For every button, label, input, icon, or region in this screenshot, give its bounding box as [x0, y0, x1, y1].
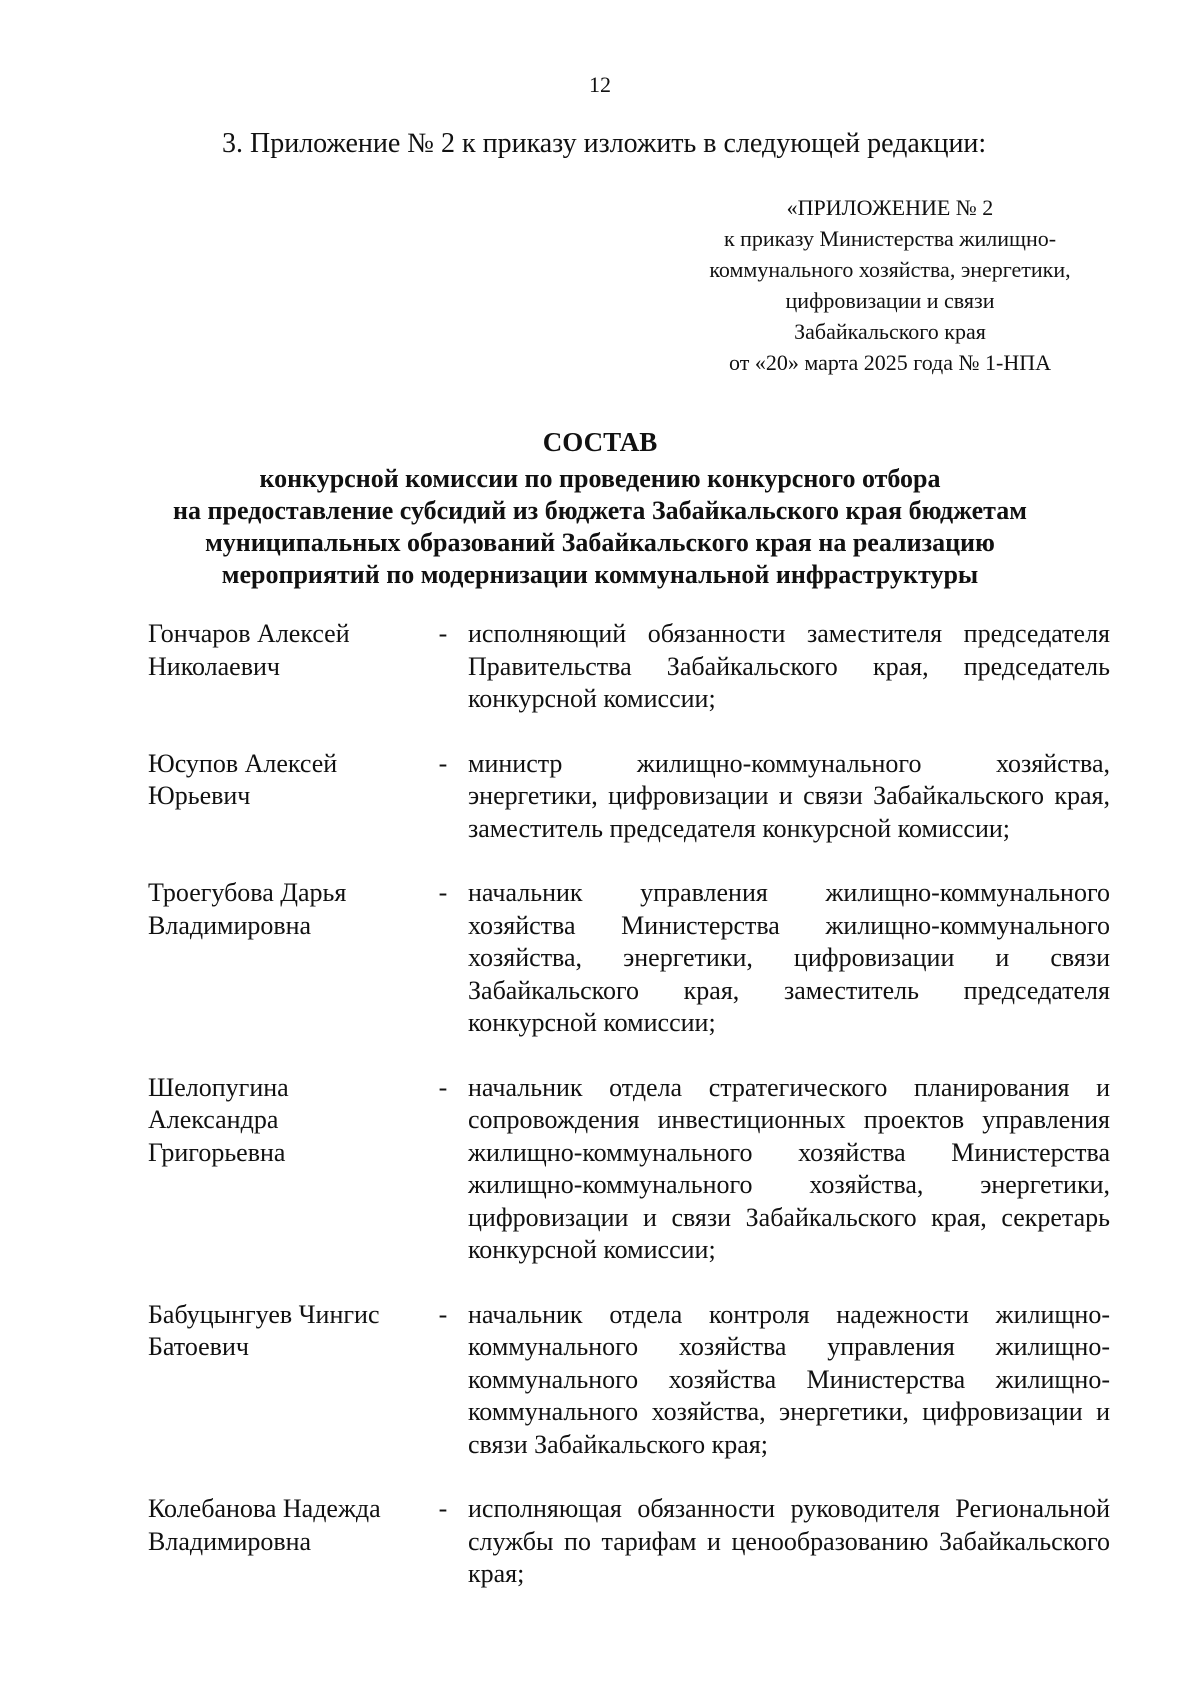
member-name-line: Владимировна [148, 1526, 312, 1556]
member-entry [148, 748, 1110, 846]
member-name-line: Юсупов Алексей [148, 748, 338, 778]
member-name [148, 877, 418, 1040]
member-name-line: Григорьевна [148, 1137, 286, 1167]
appendix-line: коммунального хозяйства, энергетики, [709, 257, 1071, 282]
member-dash: - [438, 1494, 448, 1523]
member-name-line: Владимировна [148, 910, 312, 940]
member-role: исполняющая обязанности руководителя Региональной службы по тарифам и ценообразованию Забайкальского края; [468, 1494, 1110, 1588]
appendix-line: цифровизации и связи [785, 288, 995, 313]
member-entry [148, 618, 1110, 716]
title-main: СОСТАВ [542, 427, 658, 457]
member-name-line: Батоевич [148, 1332, 249, 1361]
member-role: министр жилищно-коммунального хозяйства, энергетики, цифровизации и связи Забайкальского края, заместитель председателя конкурсной комиссии; [468, 748, 1110, 843]
appendix-line: Забайкальского края [794, 319, 986, 344]
member-entry [148, 1072, 1110, 1267]
member-name-line: Бабуцынгуев Чингис [148, 1299, 380, 1329]
appendix-line: «ПРИЛОЖЕНИЕ № 2 [786, 195, 994, 220]
member-dash: - [438, 748, 448, 778]
member-name [148, 618, 418, 716]
member-name-line: Гончаров Алексей [148, 619, 350, 648]
member-entry [148, 877, 1110, 1040]
subtitle-line: конкурсной комиссии по проведению конкурсного отбора [259, 464, 941, 493]
member-name-line: Троегубова Дарья [148, 878, 347, 907]
member-name [148, 1299, 418, 1462]
member-name-line: Николаевич [148, 651, 280, 681]
appendix-header [680, 192, 1100, 378]
subtitle-line: муниципальных образований Забайкальского края на реализацию [205, 528, 995, 557]
member-name [148, 1072, 418, 1267]
member-name-line: Колебанова Надежда [148, 1494, 381, 1523]
member-role: начальник отдела контроля надежности жилищно-коммунального хозяйства управления жилищно-коммунального хозяйства Министерства жилищно-коммунального хозяйства, энергетики, цифровизации и связи Забайкальского края; [468, 1299, 1110, 1459]
appendix-line: к приказу Министерства жилищно- [723, 226, 1057, 251]
appendix-line: от «20» марта 2025 года № 1-НПА [729, 350, 1051, 375]
subtitle-line: на предоставление субсидий из бюджета Забайкальского края бюджетам [173, 496, 1027, 525]
member-entry [148, 1299, 1110, 1462]
document-title [150, 425, 1050, 591]
page-number: 12 [589, 72, 611, 97]
member-role: начальник отдела стратегического планирования и сопровождения инвестиционных проектов управления жилищно-коммунального хозяйства Министерства жилищно-коммунального хозяйства, энергетики, цифровизации и связи Забайкальского края, секретарь конкурсной комиссии; [468, 1072, 1110, 1264]
intro-paragraph: 3. Приложение № 2 к приказу изложить в следующей редакции: [222, 128, 987, 159]
member-name [148, 748, 418, 846]
member-role: начальник управления жилищно-коммунального хозяйства Министерства жилищно-коммунального хозяйства, энергетики, цифровизации и связи Забайкальского края, заместитель председателя конкурсной комиссии; [468, 878, 1110, 1037]
subtitle-line: мероприятий по модернизации коммунальной инфраструктуры [221, 560, 979, 589]
member-role: исполняющий обязанности заместителя председателя Правительства Забайкальского края, председатель конкурсной комиссии; [468, 619, 1110, 713]
member-dash: - [438, 1299, 448, 1329]
member-dash: - [438, 1072, 448, 1102]
member-name-line: Юрьевич [148, 781, 251, 810]
member-name-line: Шелопугина [148, 1072, 289, 1102]
member-name-line: Александра [148, 1105, 279, 1134]
member-entry [148, 1493, 1110, 1591]
members-list [148, 618, 1110, 1623]
member-name [148, 1493, 418, 1591]
member-dash: - [438, 619, 448, 648]
member-dash: - [438, 878, 448, 907]
